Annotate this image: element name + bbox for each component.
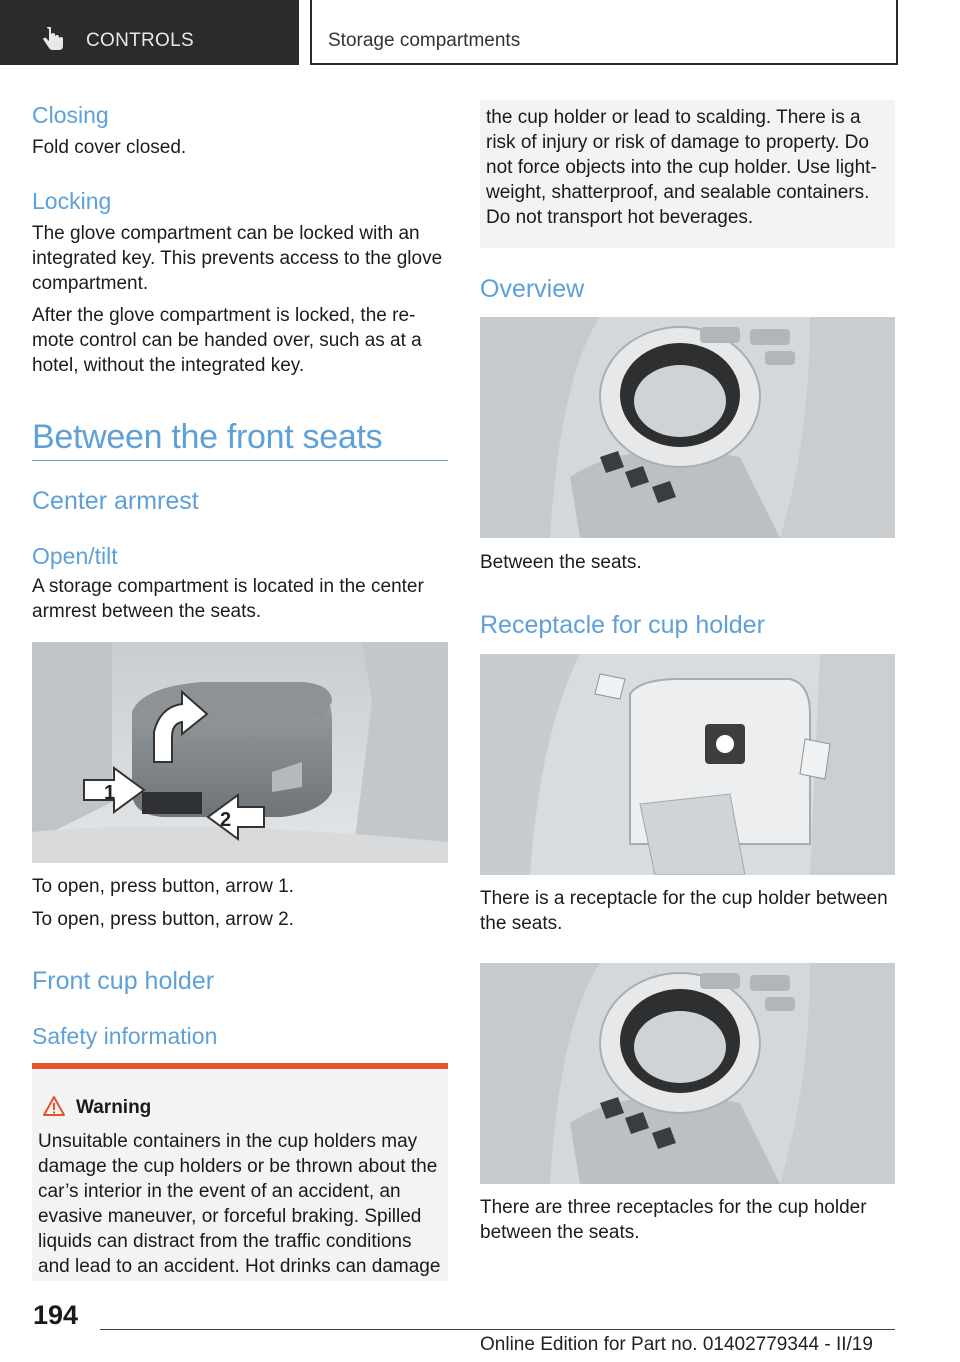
open-tilt-text: A storage compartment is located in the center armrest between the seats. [32, 576, 424, 622]
overview-caption-block [480, 550, 896, 575]
warning-title: Warning [76, 1097, 152, 1118]
header-title-box [310, 0, 898, 65]
locking-text-1: The glove compartment can be locked with an integrated key. This prevents access to the glove compartment. [32, 223, 443, 294]
armrest-figure [32, 642, 448, 863]
front-cup-holder-heading: Front cup holder [32, 967, 215, 995]
callout-1: 1 [104, 782, 116, 804]
warning-triangle-icon [42, 1095, 66, 1117]
front-cup-holder-section [32, 967, 448, 996]
open-tilt-section [32, 543, 448, 624]
page-number: 194 [33, 1300, 79, 1330]
overview-section [480, 275, 896, 304]
overview-figure [480, 317, 895, 538]
hand-pointer-icon [40, 27, 66, 53]
closing-text: Fold cover closed. [32, 137, 187, 158]
three-receptacles-caption-block [480, 1195, 896, 1245]
locking-section [32, 188, 448, 378]
callout-2: 2 [220, 809, 232, 831]
three-receptacles-figure [480, 963, 895, 1184]
warning-text-continued: the cup holder or lead to scalding. There is a risk of injury or risk of damage to property. Do not force objects into the cup holder. Use lightweight, shatterproof, and sealable containers. Do not transport hot beverages. [486, 107, 877, 228]
three-receptacles-caption: There are three receptacles for the cup holder between the seats. [480, 1197, 867, 1243]
locking-heading: Locking [32, 188, 112, 214]
closing-section [32, 102, 448, 160]
overview-heading: Overview [480, 275, 585, 303]
between-seats-heading-block [32, 418, 448, 461]
press-instructions [32, 874, 448, 932]
center-armrest-section [32, 487, 448, 516]
closing-heading: Closing [32, 102, 109, 128]
receptacle-caption-block [480, 886, 896, 936]
receptacle-figure [480, 654, 895, 875]
warning-box [32, 1063, 448, 1281]
receptacle-caption: There is a receptacle for the cup holder between the seats. [480, 888, 888, 934]
section-label: CONTROLS [86, 30, 194, 51]
overview-caption: Between the seats. [480, 552, 642, 573]
safety-info-heading: Safety information [32, 1023, 218, 1049]
locking-text-2: After the glove compartment is locked, the remote control can be handed over, such as at a hotel, without the integrated key. [32, 305, 422, 376]
safety-info-section [32, 1023, 448, 1050]
center-armrest-heading: Center armrest [32, 487, 199, 515]
open-tilt-heading: Open/tilt [32, 543, 118, 569]
press-arrow-1-text: To open, press button, arrow 1. [32, 876, 294, 897]
warning-box-continued [480, 100, 895, 248]
chapter-title: Storage compartments [328, 30, 521, 51]
between-seats-heading: Between the front seats [32, 418, 383, 456]
warning-text: Unsuitable containers in the cup holders may damage the cup holders or be thrown about the car’s interior in the event of an accident, an evasive maneuver, or forceful braking. Spilled liquids can distract from the traffic conditions and lead to an accident. Hot drinks can damage [38, 1131, 441, 1277]
receptacle-section [480, 611, 896, 640]
receptacle-heading: Receptacle for cup holder [480, 611, 765, 639]
edition-text: Online Edition for Part no. 01402779344 - II/19 [480, 1334, 873, 1355]
press-arrow-2-text: To open, press button, arrow 2. [32, 909, 294, 930]
footer-rule [100, 1329, 895, 1330]
header-section-tab [0, 0, 299, 65]
